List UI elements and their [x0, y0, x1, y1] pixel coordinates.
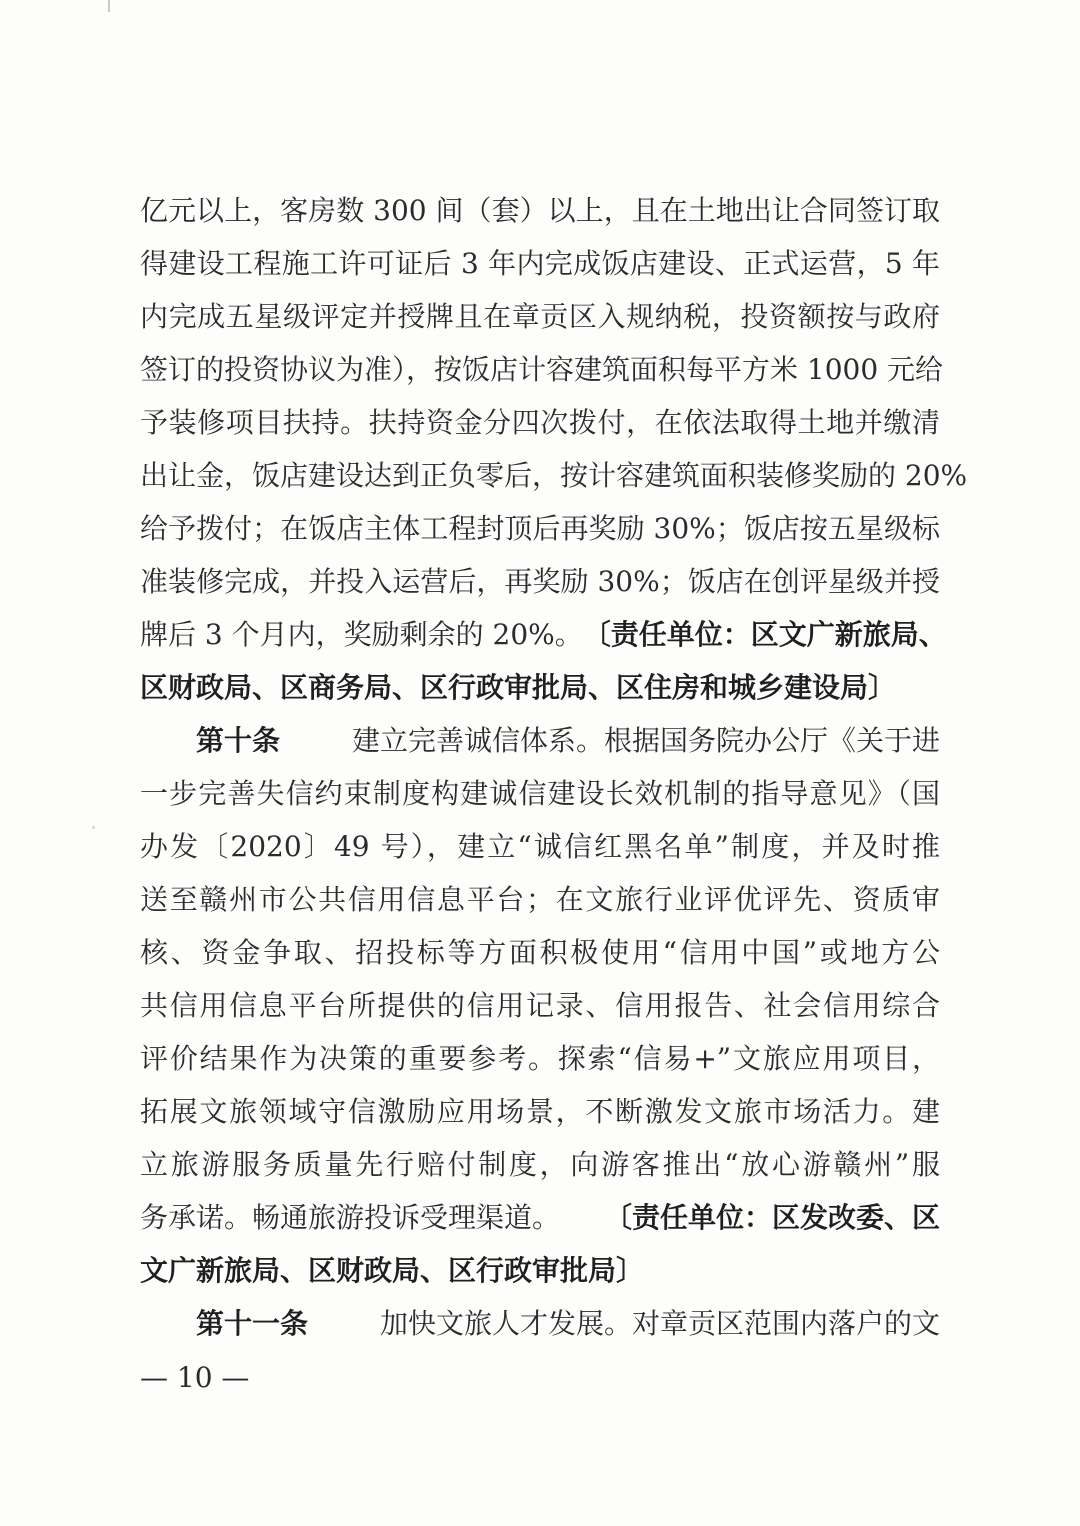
- article-title-text: 加快文旅人才发展。对章贡区范围内落户的文: [379, 1307, 940, 1340]
- text-span: 务承诺。畅通旅游投诉受理渠道。: [140, 1201, 561, 1234]
- responsible-units-label: 〔责任单位：区发改委、区: [603, 1201, 940, 1234]
- text-line: 一步完善失信约束制度构建诚信建设长效机制的指导意见》（国: [140, 777, 940, 810]
- text-line: 评价结果作为决策的重要参考。探索“信易+”文旅应用项目，: [140, 1042, 940, 1075]
- text-line: 亿元以上，客房数 300 间（套）以上，且在土地出让合同签订取: [140, 194, 940, 227]
- article-title-text: 建立完善诚信体系。根据国务院办公厅《关于进: [351, 724, 940, 757]
- text-line: 立旅游服务质量先行赔付制度，向游客推出“放心游赣州”服: [140, 1148, 940, 1181]
- text-line: 拓展文旅领域守信激励应用场景，不断激发文旅市场活力。建: [140, 1095, 940, 1128]
- text-line: 得建设工程施工许可证后 3 年内完成饭店建设、正式运营，5 年: [140, 247, 940, 280]
- article-number: 第十一条: [196, 1307, 309, 1340]
- scan-speck: [92, 826, 95, 829]
- article-number: 第十条: [196, 724, 281, 757]
- text-line: 予装修项目扶持。扶持资金分四次拨付，在依法取得土地并缴清: [140, 406, 940, 439]
- text-line: [140, 608, 947, 661]
- scan-mark: [108, 0, 110, 12]
- text-line: 签订的投资协议为准），按饭店计容建筑面积每平方米 1000 元给: [140, 353, 944, 386]
- responsible-units-list: 区财政局、区商务局、区行政审批局、区住房和城乡建设局〕: [140, 671, 897, 704]
- text-span: 牌后 3 个月内，奖励剩余的 20%。: [140, 618, 583, 651]
- article-heading-line: [140, 714, 940, 767]
- text-line: 共信用信息平台所提供的信用记录、信用报告、社会信用综合: [140, 989, 940, 1022]
- text-line: 准装修完成，并投入运营后，再奖励 30%；饭店在创评星级并授: [140, 565, 940, 598]
- text-line: 办发〔2020〕49 号），建立“诚信红黑名单”制度，并及时推: [140, 830, 940, 863]
- text-line: 送至赣州市公共信用信息平台；在文旅行业评优评先、资质审: [140, 883, 940, 916]
- responsible-units-list: 文广新旅局、区财政局、区行政审批局〕: [140, 1254, 645, 1287]
- document-body: [140, 184, 968, 1350]
- text-line: 出让金，饭店建设达到正负零后，按计容建筑面积装修奖励的 20%: [140, 459, 968, 492]
- responsible-units-label: 〔责任单位：区文广新旅局、: [582, 618, 947, 651]
- page-number: — 10 —: [140, 1361, 250, 1394]
- text-line: 内完成五星级评定并授牌且在章贡区入规纳税，投资额按与政府: [140, 300, 940, 333]
- text-line: [140, 1191, 940, 1244]
- text-line: 核、资金争取、招投标等方面积极使用“信用中国”或地方公: [140, 936, 940, 969]
- text-line: 给予拨付；在饭店主体工程封顶后再奖励 30%；饭店按五星级标: [140, 512, 940, 545]
- article-heading-line: [140, 1297, 940, 1350]
